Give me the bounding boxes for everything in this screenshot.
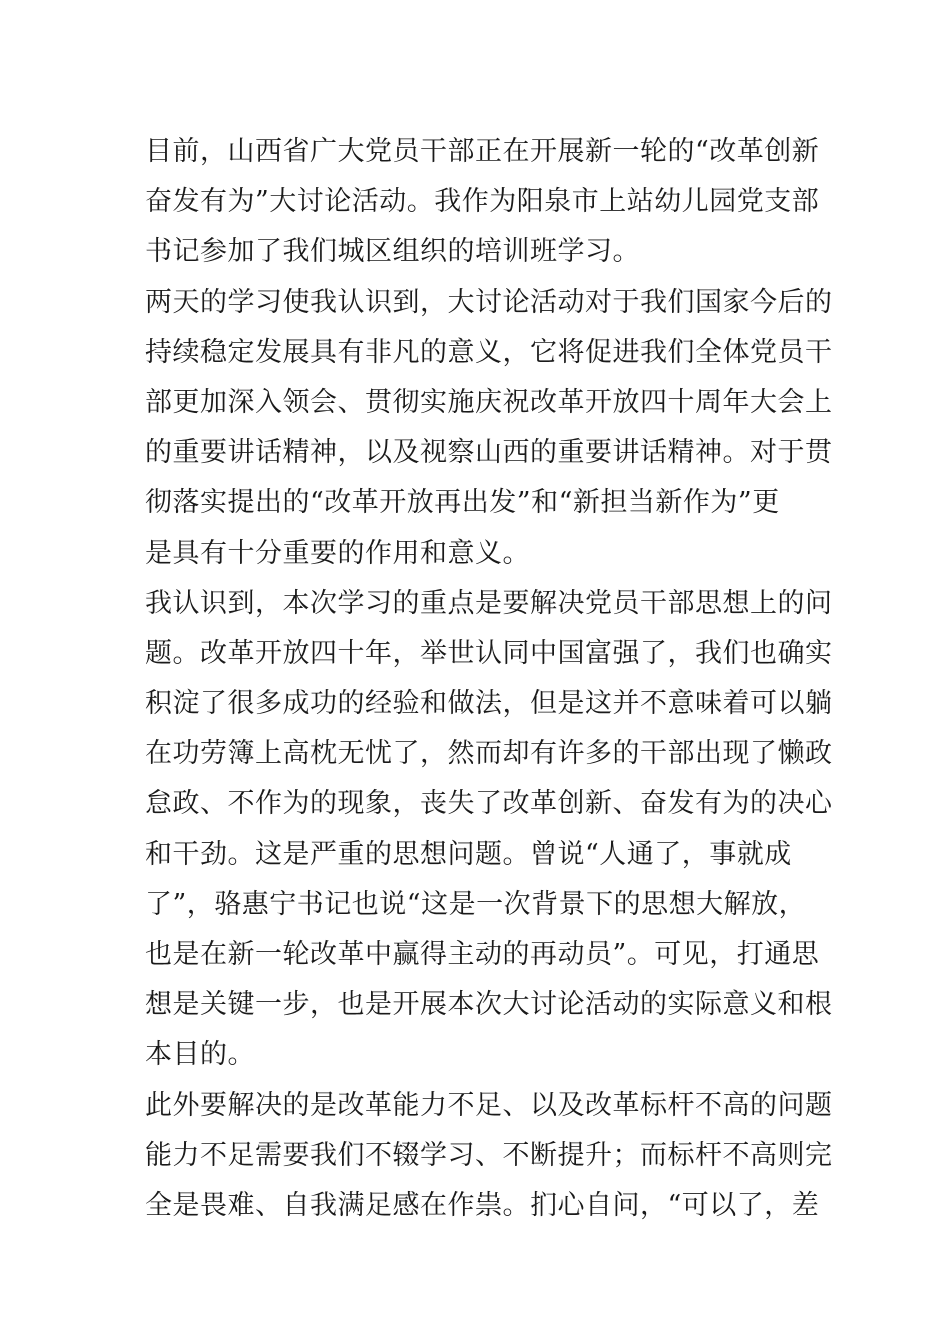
paragraph-2 xyxy=(145,278,833,579)
text-line: 部更加深入领会、贯彻实施庆祝改革开放四十周年大会上 xyxy=(145,386,833,418)
text-line: 持续稳定发展具有非凡的意义，它将促进我们全体党员干 xyxy=(145,336,833,368)
text-line: 也是在新一轮改革中赢得主动的再动员”。可见，打通思 xyxy=(145,939,820,970)
text-line: 书记参加了我们城区组织的培训班学习。 xyxy=(145,236,640,268)
text-line: 和干劲。这是严重的思想问题。曾说“人通了，事就成 xyxy=(145,838,792,870)
text-line: 的重要讲话精神，以及视察山西的重要讲话精神。对于贯 xyxy=(145,437,833,469)
text-line: 怠政、不作为的现象，丧失了改革创新、奋发有为的决心 xyxy=(145,788,833,820)
text-line: 全是畏难、自我满足感在作祟。扪心自问，“可以了，差 xyxy=(145,1189,820,1221)
body-text xyxy=(145,127,833,1231)
text-line: 积淀了很多成功的经验和做法，但是这并不意味着可以躺 xyxy=(145,688,833,720)
text-line: 题。改革开放四十年，举世认同中国富强了，我们也确实 xyxy=(145,637,833,669)
text-line: 了”，骆惠宁书记也说“这是一次背景下的思想大解放， xyxy=(145,888,807,920)
text-line: 彻落实提出的“改革开放再出发”和“新担当新作为”更 xyxy=(145,487,780,519)
text-line: 本目的。 xyxy=(145,1039,255,1071)
paragraph-1 xyxy=(145,127,820,278)
text-line: 两天的学习使我认识到，大讨论活动对于我们国家今后的 xyxy=(145,286,833,318)
text-line: 想是关键一步，也是开展本次大讨论活动的实际意义和根 xyxy=(145,989,833,1021)
paragraph-3 xyxy=(145,579,833,1081)
text-line: 能力不足需要我们不辍学习、不断提升；而标杆不高则完 xyxy=(145,1139,833,1171)
text-line: 奋发有为”大讨论活动。我作为阳泉市上站幼儿园党支部 xyxy=(145,186,820,218)
text-line: 此外要解决的是改革能力不足、以及改革标杆不高的问题 xyxy=(145,1089,833,1121)
text-line: 我认识到，本次学习的重点是要解决党员干部思想上的问 xyxy=(145,587,833,619)
text-line: 是具有十分重要的作用和意义。 xyxy=(145,537,530,569)
text-line: 在功劳簿上高枕无忧了，然而却有许多的干部出现了懒政 xyxy=(145,738,833,770)
paragraph-4 xyxy=(145,1081,833,1232)
text-line: 目前，山西省广大党员干部正在开展新一轮的“改革创新 xyxy=(145,136,820,167)
